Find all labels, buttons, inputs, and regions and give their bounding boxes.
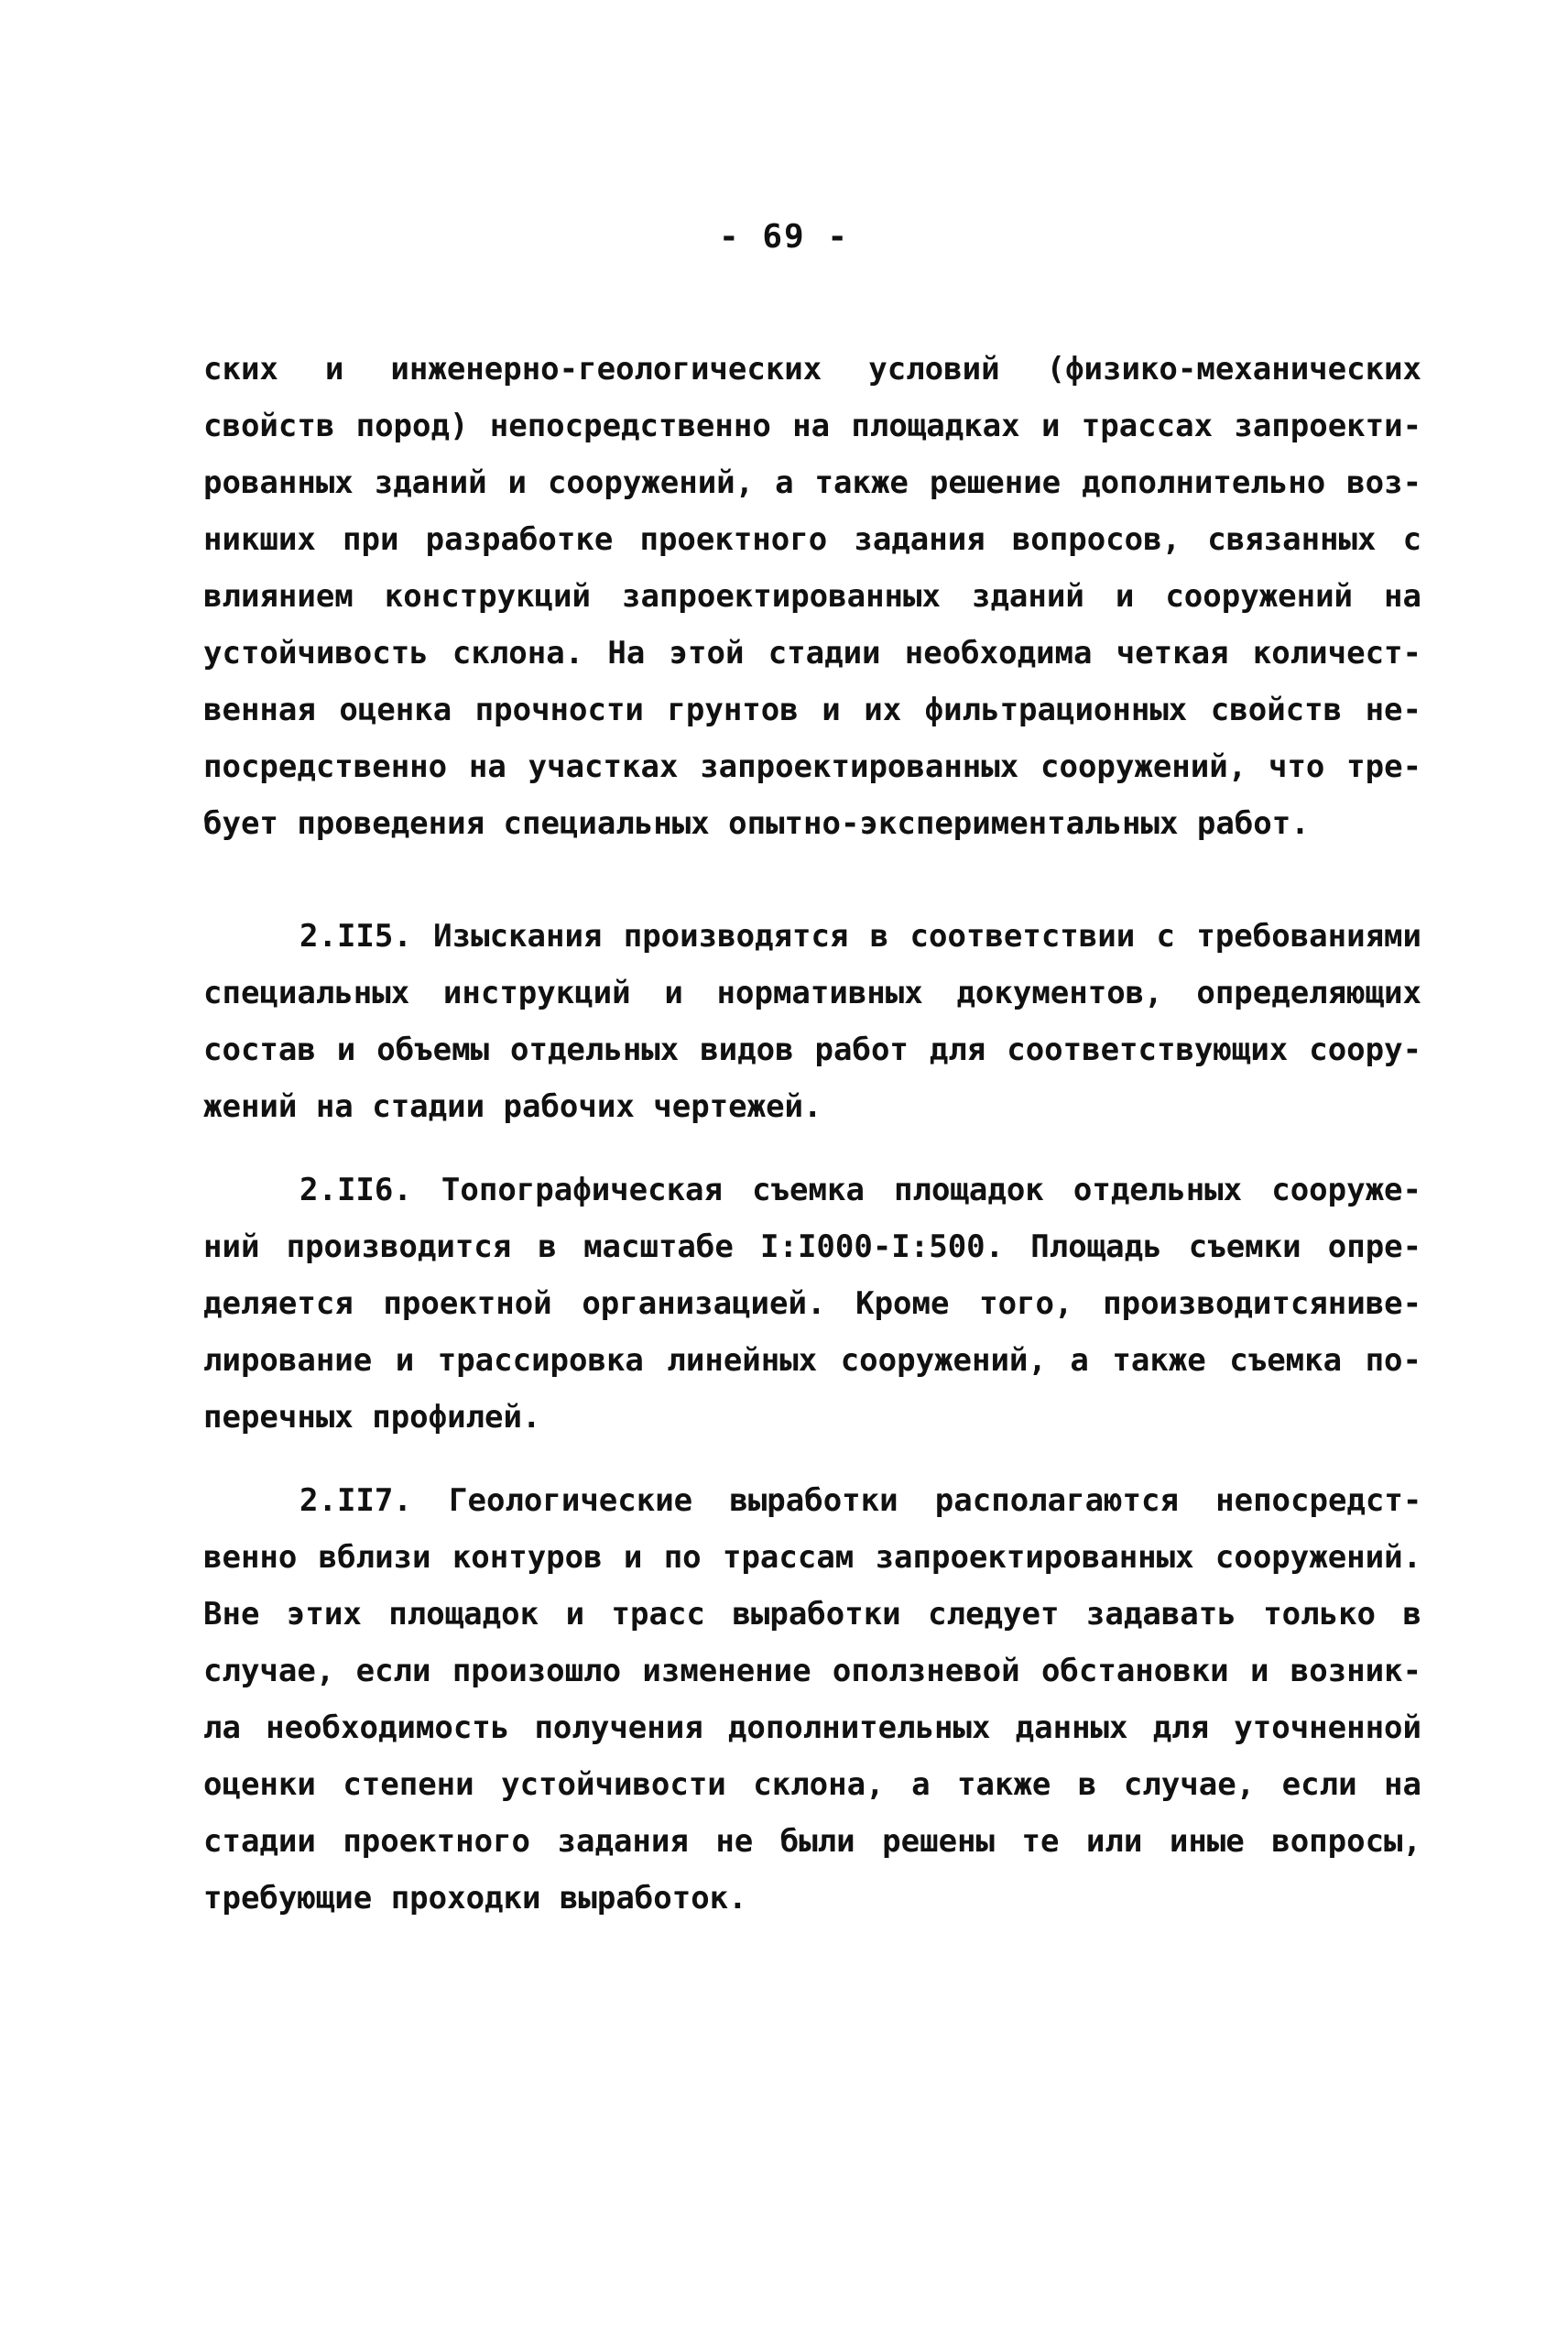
text-line: оценки степени устойчивости склона, а также в случае, если на [203,1766,1421,1803]
text-line: 2.II6. Топографическая съемка площадок отдельных сооруже- [299,1172,1421,1208]
text-line: специальных инструкций и нормативных документов, определяющих [203,975,1421,1011]
text-line: ний производится в масштабе I:I000-I:500. Площадь съемки опре- [203,1229,1422,1265]
text-line: рованных зданий и сооружений, а также решение дополнительно воз- [203,464,1422,501]
text-line: ла необходимость получения дополнительных данных для уточненной [203,1709,1421,1746]
text-line: Вне этих площадок и трасс выработки следует задавать только в [203,1596,1421,1633]
text-line: венная оценка прочности грунтов и их фильтрационных свойств не- [203,692,1421,728]
text-line: стадии проектного задания не были решены те или иные вопросы, [203,1823,1421,1860]
page-number: - 69 - [718,218,850,256]
text-line: устойчивость склона. На этой стадии необходима четкая количест- [203,635,1421,672]
text-line: требующие проходки выработок. [203,1880,747,1916]
text-line: случае, если произошло изменение оползневой обстановки и возник- [203,1653,1422,1689]
text-line: влиянием конструкций запроектированных зданий и сооружений на [203,578,1421,615]
paragraph-2-116 [203,1162,1421,1446]
paragraph-2-115 [203,908,1421,1135]
text-line: ских и инженерно-геологических условий (физико-механических [203,351,1421,388]
paragraph-2-117 [203,1472,1421,1927]
text-line: бует проведения специальных опытно-экспериментальных работ. [203,805,1310,842]
text-line: венно вблизи контуров и по трассам запроектированных сооружений. [203,1539,1422,1576]
text-line: состав и объемы отдельных видов работ для соответствующих соору- [203,1032,1422,1068]
text-line: лирование и трассировка линейных сооружений, а также съемка по- [203,1342,1421,1379]
paragraph-continuation [203,341,1421,852]
text-line: посредственно на участках запроектированных сооружений, что тре- [203,748,1422,785]
text-line: свойств пород) непосредственно на площадках и трассах запроекти- [203,408,1422,444]
text-line: деляется проектной организацией. Кроме того, производитсяниве- [203,1285,1422,1322]
text-line: 2.II7. Геологические выработки располагаются непосредст- [299,1482,1422,1519]
text-line: перечных профилей. [203,1399,541,1436]
text-line: 2.II5. Изыскания производятся в соответствии с требованиями [299,918,1421,955]
text-line: никших при разработке проектного задания вопросов, связанных с [203,521,1422,558]
text-line: жений на стадии рабочих чертежей. [203,1088,822,1125]
